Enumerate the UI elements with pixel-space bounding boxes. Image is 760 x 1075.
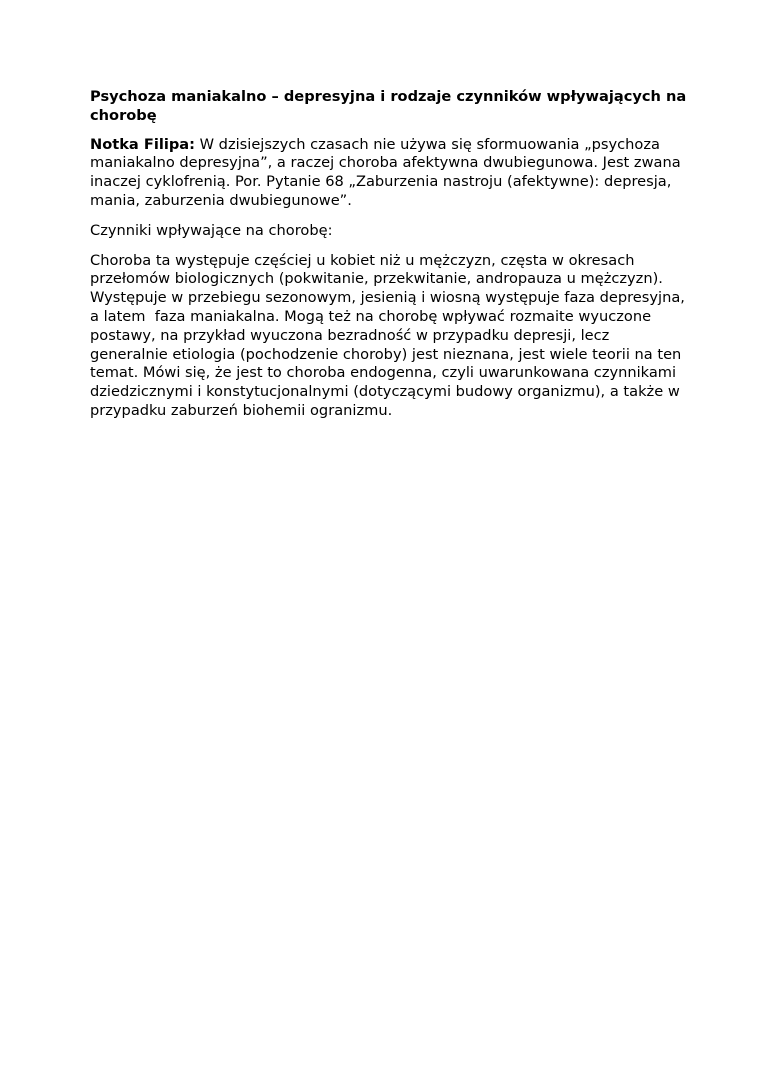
document-content	[90, 88, 687, 432]
factors-heading: Czynniki wpływające na chorobę:	[90, 221, 333, 239]
body-line: dziedzicznymi i konstytucjonalnymi (dotyczącymi budowy organizmu), a także w	[90, 383, 680, 401]
note-line: inaczej cyklofrenią. Por. Pytanie 68 „Zaburzenia nastroju (afektywne): depresja,	[90, 173, 672, 191]
note-line: W dzisiejszych czasach nie używa się sformuowania „psychoza	[194, 135, 660, 153]
body-line: postawy, na przykład wyuczona bezradność w przypadku depresji, lecz	[90, 326, 610, 344]
body-line: generalnie etiologia (pochodzenie choroby) jest nieznana, jest wiele teorii na ten	[90, 345, 682, 363]
body-line: a latem faza maniakalna. Mogą też na chorobę wpływać rozmaite wyuczone	[90, 307, 652, 325]
title-line: chorobę	[90, 106, 157, 124]
document-title	[90, 88, 687, 126]
body-line: Występuje w przebiegu sezonowym, jesienią i wiosną występuje faza depresyjna,	[90, 289, 685, 307]
body-line: Choroba ta występuje częściej u kobiet niż u mężczyzn, częsta w okresach	[90, 251, 635, 269]
title-line: Psychoza maniakalno – depresyjna i rodzaje czynników wpływających na	[90, 88, 687, 105]
body-line: przypadku zaburzeń biohemii ogranizmu.	[90, 401, 393, 419]
note-paragraph	[90, 136, 680, 211]
body-line: przełomów biologicznych (pokwitanie, przekwitanie, andropauza u mężczyzn).	[90, 270, 663, 288]
note-line: maniakalno depresyjna”, a raczej choroba afektywna dwubiegunowa. Jest zwana	[90, 154, 681, 172]
note-line: mania, zaburzenia dwubiegunowe”.	[90, 191, 352, 209]
body-line: temat. Mówi się, że jest to choroba endogenna, czyli uwarunkowana czynnikami	[90, 364, 677, 382]
body-paragraph	[90, 251, 685, 421]
note-first-line	[90, 136, 680, 155]
note-label: Notka Filipa:	[90, 135, 195, 153]
